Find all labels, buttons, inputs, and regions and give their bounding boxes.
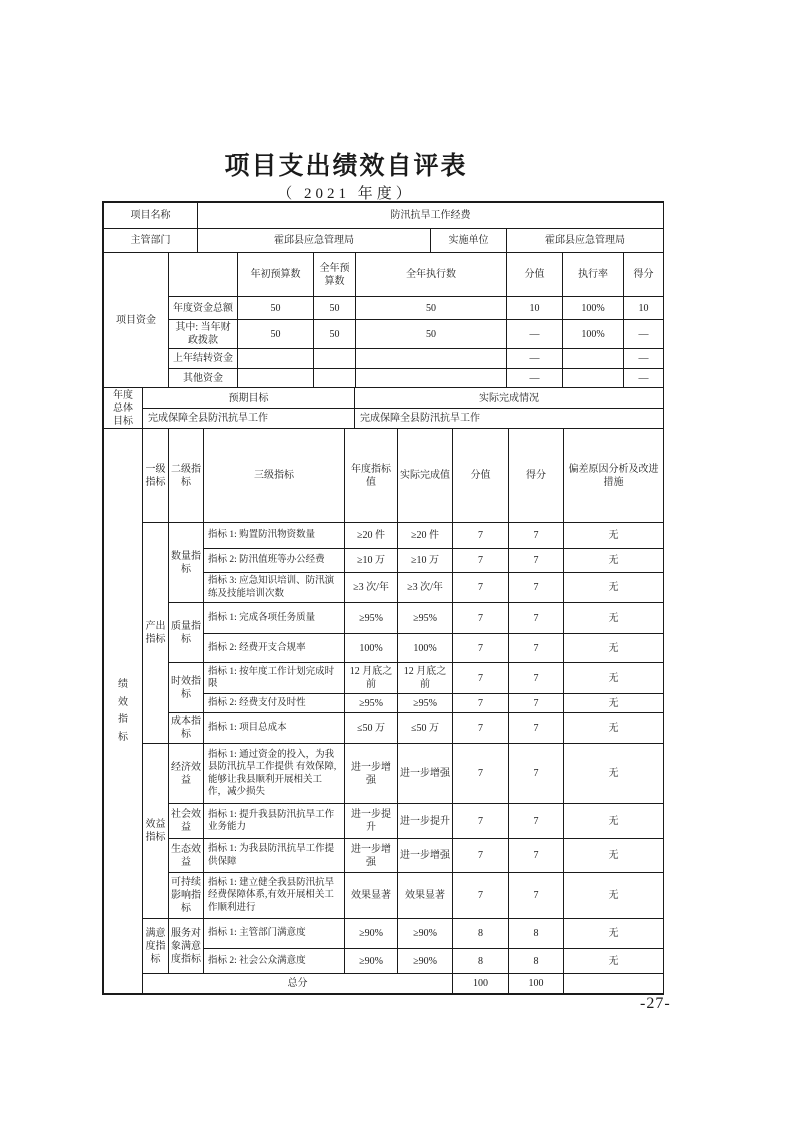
header-actual: 实际完成值 <box>398 429 453 523</box>
target-value: ≥20 件 <box>345 523 398 549</box>
total-label: 总分 <box>143 974 453 994</box>
funds-row-label: 上年结转资金 <box>169 349 238 369</box>
funds-cell-year-budget <box>314 349 356 369</box>
impl-value: 霍邱县应急管理局 <box>507 229 664 253</box>
total-deviation <box>564 974 664 994</box>
target-value: ≥90% <box>345 919 398 949</box>
actual-value: ≥10 万 <box>398 549 453 573</box>
target-value: ≥90% <box>345 949 398 974</box>
deviation-value: 无 <box>564 573 664 603</box>
project-name-label: 项目名称 <box>104 203 198 229</box>
indicators-header-row <box>104 429 664 523</box>
funds-cell-year-exec <box>356 349 507 369</box>
actual-value: ≥95% <box>398 603 453 634</box>
goal-section-label <box>104 388 143 429</box>
deviation-value: 无 <box>564 744 664 804</box>
indicator-name: 指标 1: 通过资金的投入，为我县防汛抗旱工作提供 有效保障,能够让我县顺利开展相关工作，减少损失 <box>204 744 345 804</box>
level2-economic: 经济效益 <box>169 744 204 804</box>
deviation-value: 无 <box>564 634 664 663</box>
target-value: 100% <box>345 634 398 663</box>
indicator-name: 指标 2: 经费开支合规率 <box>204 634 345 663</box>
funds-header-year-exec: 全年执行数 <box>356 253 507 297</box>
indicator-name: 指标 1: 建立健全我县防汛抗旱经费保障体系,有效开展相关工作顺利进行 <box>204 873 345 919</box>
funds-row-fiscal <box>104 320 664 349</box>
funds-cell-score: 10 <box>624 297 664 320</box>
target-value: ≥10 万 <box>345 549 398 573</box>
goal-expected-value: 完成保障全县防汛抗旱工作 <box>143 409 355 429</box>
target-value: 效果显著 <box>345 873 398 919</box>
actual-value: 进一步提升 <box>398 804 453 839</box>
indicator-row <box>104 663 664 694</box>
funds-header-exec-rate: 执行率 <box>563 253 624 297</box>
total-score: 100 <box>509 974 564 994</box>
score-value: 7 <box>509 713 564 744</box>
score-value: 7 <box>509 634 564 663</box>
level2-cost: 成本指标 <box>169 713 204 744</box>
points-value: 7 <box>453 694 509 713</box>
impl-label: 实施单位 <box>431 229 507 253</box>
points-value: 8 <box>453 949 509 974</box>
header-points: 分值 <box>453 429 509 523</box>
indicator-row <box>104 804 664 839</box>
indicator-name: 指标 3: 应急知识培训、防汛演练及技能培训次数 <box>204 573 345 603</box>
target-value: ≥95% <box>345 603 398 634</box>
basic-info-table <box>103 202 664 253</box>
actual-value: ≥3 次/年 <box>398 573 453 603</box>
funds-cell-begin-budget <box>238 369 314 388</box>
indicator-name: 指标 2: 社会公众满意度 <box>204 949 345 974</box>
funds-cell-begin-budget: 50 <box>238 297 314 320</box>
funds-header-points: 分值 <box>507 253 563 297</box>
level2-quantity: 数量指标 <box>169 523 204 603</box>
page-subtitle: （ 2021 年度） <box>277 186 415 202</box>
dept-value: 霍邱县应急管理局 <box>198 229 431 253</box>
target-value: ≥95% <box>345 694 398 713</box>
score-value: 8 <box>509 919 564 949</box>
page-title: 项目支出绩效自评表 <box>224 153 468 180</box>
score-value: 7 <box>509 694 564 713</box>
points-value: 7 <box>453 873 509 919</box>
funds-row-label: 其中: 当年财政拨款 <box>169 320 238 349</box>
funds-cell-year-exec <box>356 369 507 388</box>
level2-timeliness: 时效指标 <box>169 663 204 713</box>
funds-header-year-budget: 全年预算数 <box>314 253 356 297</box>
level2-quality: 质量指标 <box>169 603 204 663</box>
indicator-row <box>104 919 664 949</box>
funds-row-other <box>104 369 664 388</box>
dept-label: 主管部门 <box>104 229 198 253</box>
funds-row-label: 年度资金总额 <box>169 297 238 320</box>
indicator-name: 指标 1: 按年度工作计划完成时限 <box>204 663 345 694</box>
indicator-name: 指标 2: 经费支付及时性 <box>204 694 345 713</box>
score-value: 8 <box>509 949 564 974</box>
target-value: 进一步提升 <box>345 804 398 839</box>
indicators-section-label <box>104 429 143 994</box>
indicators-table <box>103 428 664 994</box>
funds-cell-points: 10 <box>507 297 563 320</box>
goal-actual-header: 实际完成情况 <box>355 388 664 409</box>
department-row <box>104 229 664 253</box>
points-value: 7 <box>453 804 509 839</box>
header-target: 年度指标值 <box>345 429 398 523</box>
funds-cell-exec-rate <box>563 349 624 369</box>
indicator-name: 指标 2: 防汛值班等办公经费 <box>204 549 345 573</box>
header-deviation: 偏差原因分析及改进措施 <box>564 429 664 523</box>
score-value: 7 <box>509 573 564 603</box>
actual-value: ≥20 件 <box>398 523 453 549</box>
funds-row-total <box>104 297 664 320</box>
funds-cell-begin-budget: 50 <box>238 320 314 349</box>
target-value: 进一步增强 <box>345 744 398 804</box>
score-value: 7 <box>509 603 564 634</box>
funds-cell-points: — <box>507 320 563 349</box>
actual-value: 100% <box>398 634 453 663</box>
target-value: ≥3 次/年 <box>345 573 398 603</box>
indicator-row <box>104 713 664 744</box>
header-level1: 一级指标 <box>143 429 169 523</box>
points-value: 7 <box>453 549 509 573</box>
goal-expected-header: 预期目标 <box>143 388 355 409</box>
points-value: 7 <box>453 603 509 634</box>
deviation-value: 无 <box>564 523 664 549</box>
indicator-row <box>104 839 664 873</box>
level2-service-satisfaction: 服务对象满意度指标 <box>169 919 204 974</box>
deviation-value: 无 <box>564 919 664 949</box>
score-value: 7 <box>509 873 564 919</box>
annual-goal-table <box>103 387 664 429</box>
points-value: 8 <box>453 919 509 949</box>
target-value: 进一步增强 <box>345 839 398 873</box>
actual-value: ≥90% <box>398 919 453 949</box>
actual-value: ≥90% <box>398 949 453 974</box>
score-value: 7 <box>509 523 564 549</box>
score-value: 7 <box>509 744 564 804</box>
indicator-row <box>104 873 664 919</box>
funds-header-begin-budget: 年初预算数 <box>238 253 314 297</box>
funds-cell-exec-rate <box>563 369 624 388</box>
actual-value: 效果显著 <box>398 873 453 919</box>
funds-header-blank <box>169 253 238 297</box>
deviation-value: 无 <box>564 603 664 634</box>
level1-satisfaction: 满意度指标 <box>143 919 169 974</box>
level2-ecological: 生态效益 <box>169 839 204 873</box>
indicator-name: 指标 1: 提升我县防汛抗旱工作业务能力 <box>204 804 345 839</box>
actual-value: ≥95% <box>398 694 453 713</box>
indicator-name: 指标 1: 为我县防汛抗旱工作提供保障 <box>204 839 345 873</box>
goal-value-row <box>104 409 664 429</box>
header-score: 得分 <box>509 429 564 523</box>
funds-cell-exec-rate: 100% <box>563 320 624 349</box>
project-name-value: 防汛抗旱工作经费 <box>198 203 664 229</box>
total-points: 100 <box>453 974 509 994</box>
deviation-value: 无 <box>564 839 664 873</box>
deviation-value: 无 <box>564 804 664 839</box>
deviation-value: 无 <box>564 949 664 974</box>
level2-sustainability: 可持续影响指标 <box>169 873 204 919</box>
funds-cell-year-exec: 50 <box>356 320 507 349</box>
indicators-section-label-text: 绩效指标 <box>118 679 128 743</box>
funds-cell-exec-rate: 100% <box>563 297 624 320</box>
points-value: 7 <box>453 744 509 804</box>
points-value: 7 <box>453 663 509 694</box>
target-value: ≤50 万 <box>345 713 398 744</box>
indicator-name: 指标 1: 完成各项任务质量 <box>204 603 345 634</box>
actual-value: 12 月底之前 <box>398 663 453 694</box>
actual-value: ≤50 万 <box>398 713 453 744</box>
actual-value: 进一步增强 <box>398 839 453 873</box>
funds-cell-points: — <box>507 349 563 369</box>
funds-header-row <box>104 253 664 297</box>
indicator-row <box>104 744 664 804</box>
funds-section-label: 项目资金 <box>104 253 169 388</box>
points-value: 7 <box>453 839 509 873</box>
indicator-row <box>104 523 664 549</box>
funds-cell-year-budget: 50 <box>314 320 356 349</box>
funds-cell-year-exec: 50 <box>356 297 507 320</box>
score-value: 7 <box>509 839 564 873</box>
goal-header-row <box>104 388 664 409</box>
funds-cell-year-budget <box>314 369 356 388</box>
level1-output: 产出指标 <box>143 523 169 744</box>
goal-actual-value: 完成保障全县防汛抗旱工作 <box>355 409 664 429</box>
funds-header-score: 得分 <box>624 253 664 297</box>
points-value: 7 <box>453 713 509 744</box>
funds-cell-score: — <box>624 369 664 388</box>
funds-cell-begin-budget <box>238 349 314 369</box>
deviation-value: 无 <box>564 713 664 744</box>
goal-section-label-text: 年度总体目标 <box>113 389 133 427</box>
deviation-value: 无 <box>564 663 664 694</box>
header-level3: 三级指标 <box>204 429 345 523</box>
points-value: 7 <box>453 523 509 549</box>
total-row <box>104 974 664 994</box>
deviation-value: 无 <box>564 873 664 919</box>
indicator-name: 指标 1: 购置防汛物资数量 <box>204 523 345 549</box>
funds-cell-score: — <box>624 320 664 349</box>
deviation-value: 无 <box>564 549 664 573</box>
funds-cell-year-budget: 50 <box>314 297 356 320</box>
funds-row-label: 其他资金 <box>169 369 238 388</box>
funds-cell-score: — <box>624 349 664 369</box>
points-value: 7 <box>453 634 509 663</box>
score-value: 7 <box>509 663 564 694</box>
indicator-name: 指标 1: 主管部门满意度 <box>204 919 345 949</box>
indicator-name: 指标 1: 项目总成本 <box>204 713 345 744</box>
self-evaluation-table <box>103 202 663 994</box>
target-value: 12 月底之前 <box>345 663 398 694</box>
project-name-row <box>104 203 664 229</box>
level2-social: 社会效益 <box>169 804 204 839</box>
actual-value: 进一步增强 <box>398 744 453 804</box>
header-level2: 二级指标 <box>169 429 204 523</box>
funds-table <box>103 252 664 388</box>
level1-benefit: 效益指标 <box>143 744 169 919</box>
score-value: 7 <box>509 804 564 839</box>
deviation-value: 无 <box>564 694 664 713</box>
funds-row-carryover <box>104 349 664 369</box>
score-value: 7 <box>509 549 564 573</box>
points-value: 7 <box>453 573 509 603</box>
funds-cell-points: — <box>507 369 563 388</box>
indicator-row <box>104 603 664 634</box>
page-number: -27- <box>640 995 671 1012</box>
